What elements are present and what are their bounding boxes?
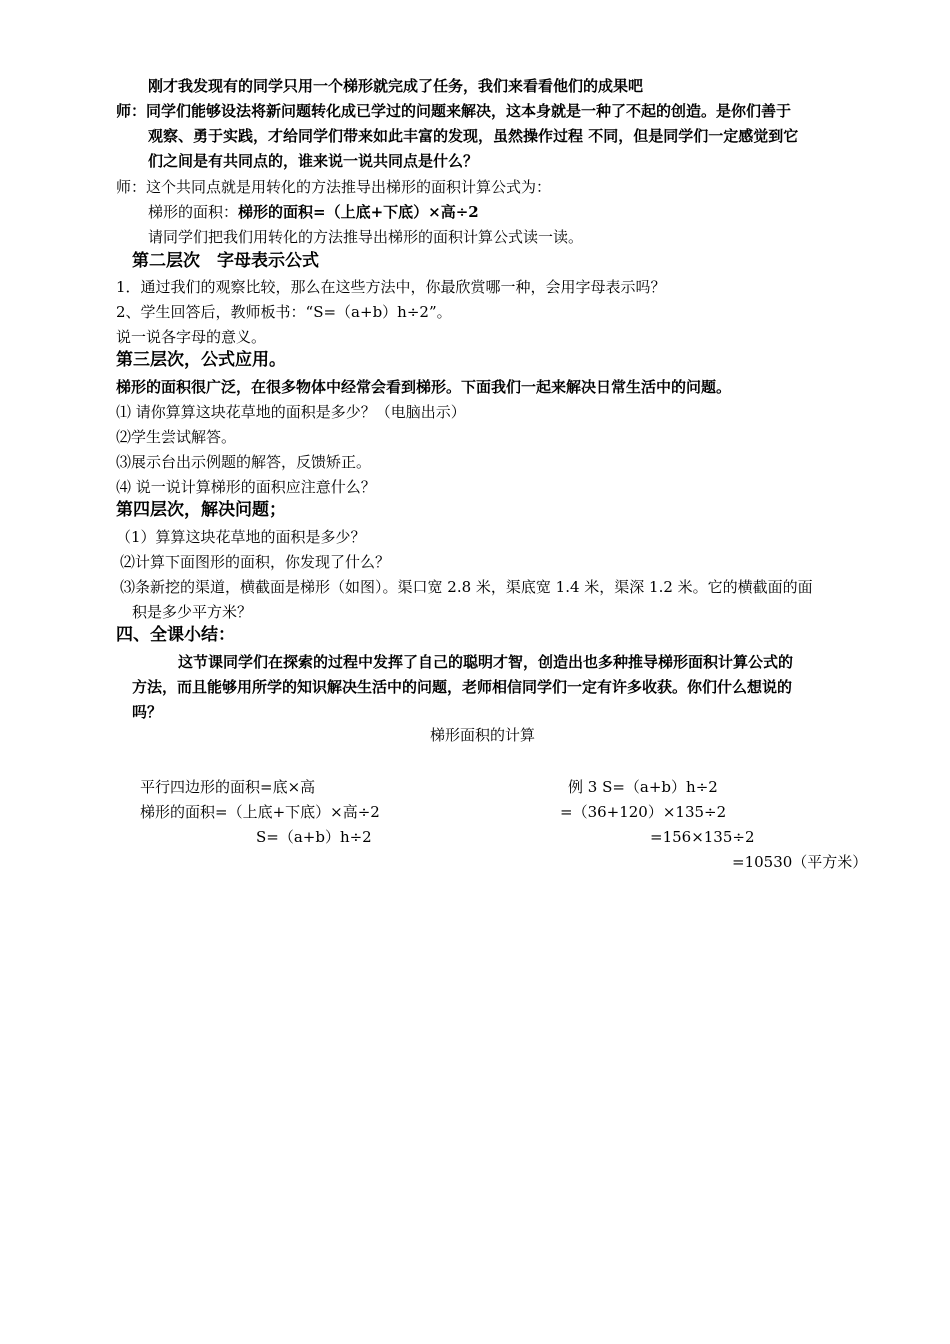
section-4-item-1: （1）算算这块花草地的面积是多少？ xyxy=(116,528,366,546)
teacher-remark-line-3: 们之间是有共同点的，谁来说一说共同点是什么？ xyxy=(148,152,479,170)
section-3-item-2: ⑵学生尝试解答。 xyxy=(116,428,237,446)
section-4-item-3-line-1: ⑶条新挖的渠道，横截面是梯形（如图）。渠口宽 2.8 米，渠底宽 1.4 米，渠深 1.2 米。它的横截面的面 xyxy=(120,578,813,596)
formula-prefix: 梯形的面积： xyxy=(148,203,239,221)
example-3-step-2: =156×135÷2 xyxy=(650,828,755,846)
section-4-item-3-line-2: 积是多少平方米？ xyxy=(132,603,253,621)
section-2-item-3: 说一说各字母的意义。 xyxy=(116,328,267,346)
example-3-result: =10530（平方米） xyxy=(732,853,868,871)
section-2-item-1: 1．通过我们的观察比较，那么在这些方法中，你最欣赏哪一种，会用字母表示吗？ xyxy=(116,278,666,296)
section-4-item-2: ⑵计算下面图形的面积，你发现了什么？ xyxy=(120,553,391,571)
board-parallelogram-formula: 平行四边形的面积=底×高 xyxy=(140,778,316,796)
section-3-heading: 第三层次，公式应用。 xyxy=(116,350,286,370)
summary-line-3: 吗？ xyxy=(132,703,163,721)
teacher-remark-line-2: 观察、勇于实践，才给同学们带来如此丰富的发现，虽然操作过程 不同，但是同学们一定感觉到它 xyxy=(148,127,799,145)
teacher-remark-line-1: 师：同学们能够设法将新问题转化成已学过的问题来解决，这本身就是一种了不起的创造。是你们善于 xyxy=(116,102,792,120)
summary-heading: 四、全课小结： xyxy=(116,625,235,645)
summary-line-2: 方法，而且能够用所学的知识解决生活中的问题，老师相信同学们一定有许多收获。你们什么想说的 xyxy=(132,678,793,696)
example-3-formula: 例 3 S=（a+b）h÷2 xyxy=(568,778,718,796)
section-2-item-2: 2、学生回答后，教师板书：“S=（a+b）h÷2”。 xyxy=(116,303,452,321)
section-3-item-3: ⑶展示台出示例题的解答，反馈矫正。 xyxy=(116,453,372,471)
board-letter-formula: S=（a+b）h÷2 xyxy=(256,828,372,846)
trapezoid-formula-line xyxy=(148,202,479,222)
section-3-item-1: ⑴ 请你算算这块花草地的面积是多少？（电脑出示） xyxy=(116,403,466,421)
section-3-item-4: ⑷ 说一说计算梯形的面积应注意什么？ xyxy=(116,478,376,496)
board-title: 梯形面积的计算 xyxy=(430,726,536,744)
board-trapezoid-formula: 梯形的面积=（上底+下底）×高÷2 xyxy=(140,803,380,821)
summary-line-1: 这节课同学们在探索的过程中发挥了自己的聪明才智，创造出也多种推导梯形面积计算公式的 xyxy=(178,653,794,671)
section-3-intro: 梯形的面积很广泛，在很多物体中经常会看到梯形。下面我们一起来解决日常生活中的问题。 xyxy=(116,378,732,396)
read-formula-line: 请同学们把我们用转化的方法推导出梯形的面积计算公式读一读。 xyxy=(148,228,584,246)
para-result-intro: 刚才我发现有的同学只用一个梯形就完成了任务，我们来看看他们的成果吧 xyxy=(148,77,644,95)
section-4-heading: 第四层次，解决问题； xyxy=(116,500,286,520)
teacher-formula-intro: 师：这个共同点就是用转化的方法推导出梯形的面积计算公式为： xyxy=(116,178,552,196)
section-2-heading: 第二层次 字母表示公式 xyxy=(132,251,319,271)
formula-bold: 梯形的面积=（上底+下底）×高÷2 xyxy=(238,203,479,221)
example-3-step-1: =（36+120）×135÷2 xyxy=(560,803,727,821)
